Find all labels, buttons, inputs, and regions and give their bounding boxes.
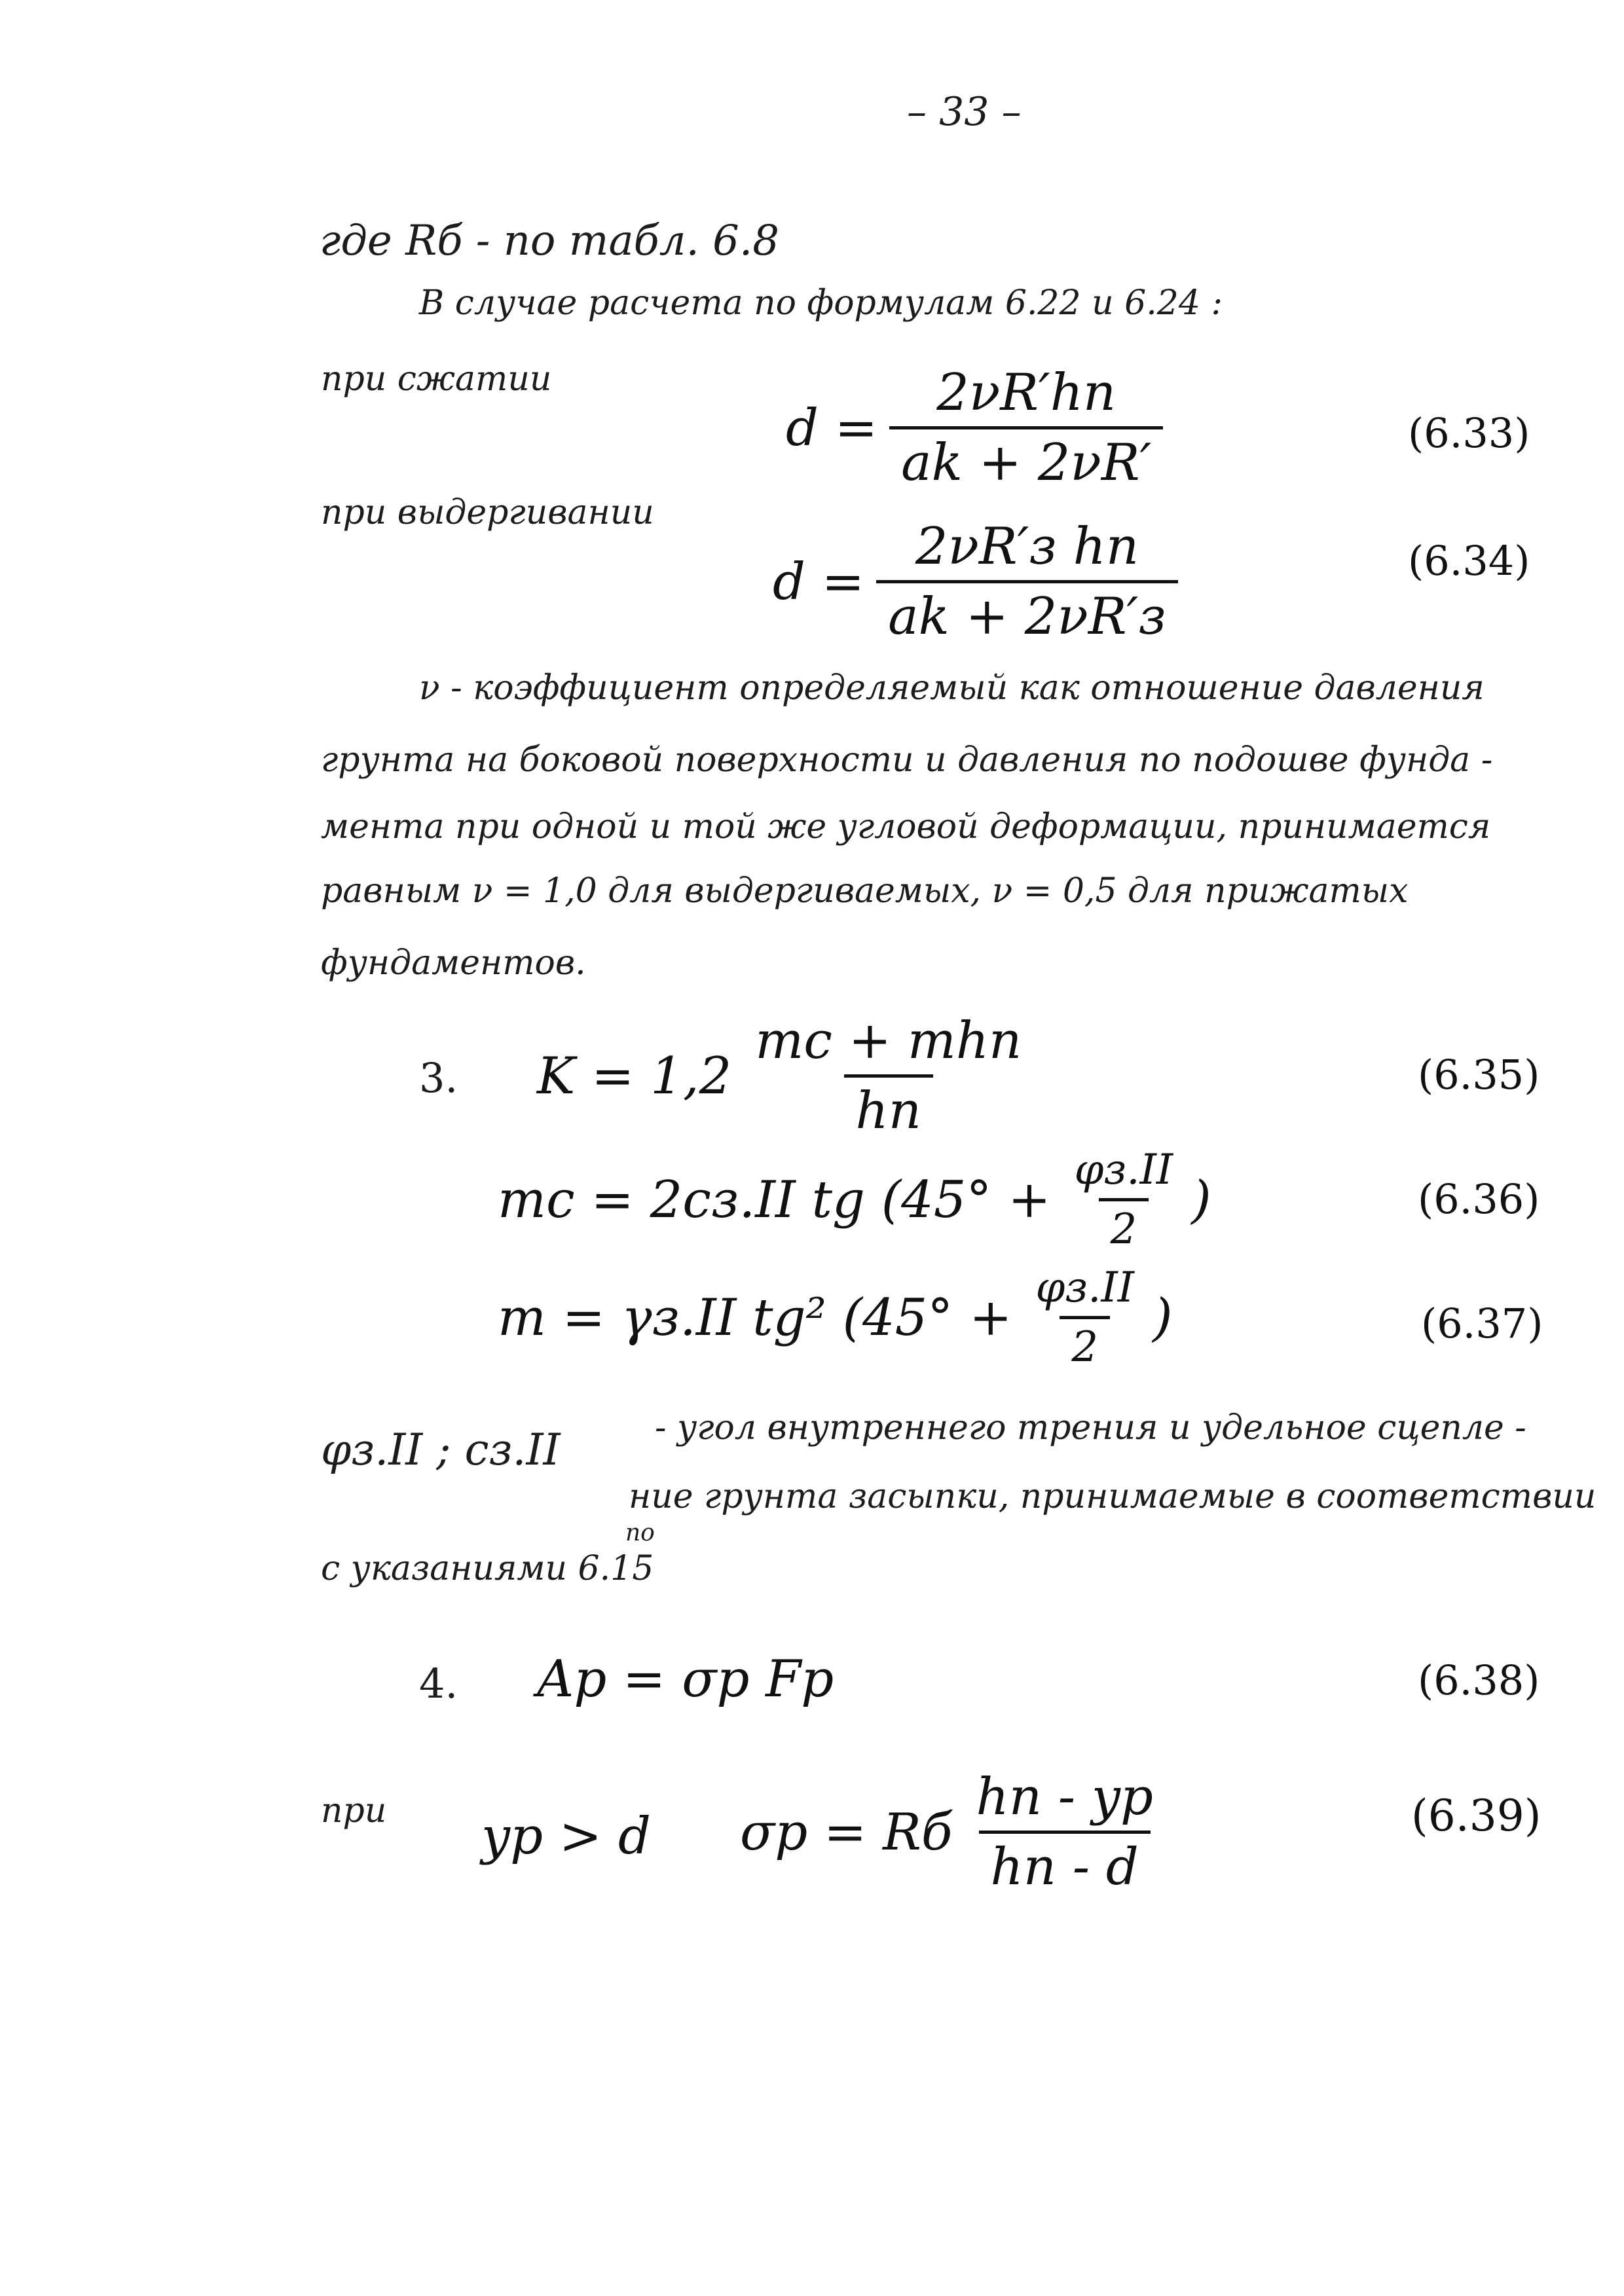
formula-6-33 bbox=[786, 363, 1163, 492]
page-number: – 33 – bbox=[907, 89, 1022, 135]
formula-6-39-lhs: σр = Rб bbox=[740, 1802, 953, 1862]
formula-6-34-lhs: d = bbox=[773, 552, 865, 611]
phi-text-line-3: с указаниями 6.15 bbox=[321, 1549, 654, 1588]
item-3-label: 3. bbox=[419, 1054, 458, 1102]
formula-6-34-fraction bbox=[876, 517, 1178, 646]
equation-number-6-37: (6.37) bbox=[1421, 1300, 1543, 1347]
formula-6-35-lhs: K = 1,2 bbox=[537, 1046, 732, 1106]
equation-number-6-34: (6.34) bbox=[1408, 537, 1530, 585]
equation-number-6-39: (6.39) bbox=[1411, 1791, 1541, 1841]
formula-6-33-lhs: d = bbox=[786, 398, 878, 458]
nu-text-line-1: ν - коэффициент определяемый как отношение давления bbox=[419, 668, 1485, 708]
formula-6-36-close: ) bbox=[1191, 1170, 1211, 1230]
phi-text-line-1: - угол внутреннего трения и удельное сцепле - bbox=[655, 1408, 1526, 1448]
formula-6-36-frac-numerator: φз.II bbox=[1074, 1146, 1173, 1194]
nu-text-line-4: равным ν = 1,0 для выдергиваемых, ν = 0,5 для прижатых bbox=[321, 871, 1409, 911]
formula-6-34 bbox=[773, 517, 1178, 646]
formula-6-35-fraction bbox=[743, 1011, 1033, 1140]
formula-6-37 bbox=[498, 1264, 1173, 1372]
formula-6-36-text: mс = 2cз.II tg (45° + bbox=[498, 1170, 1051, 1230]
formula-6-39 bbox=[740, 1768, 1165, 1897]
formula-6-37-frac-numerator: φз.II bbox=[1035, 1264, 1135, 1312]
phi-text-line-2: ние грунта засыпки, принимаемые в соответствии bbox=[629, 1477, 1596, 1516]
nu-text-line-3: мента при одной и той же угловой деформации, принимается bbox=[321, 807, 1491, 847]
formula-6-33-fraction bbox=[889, 363, 1163, 492]
item-4-label: 4. bbox=[419, 1660, 458, 1707]
formula-6-37-fraction bbox=[1024, 1264, 1146, 1372]
formula-6-39-numerator: hп - yр bbox=[976, 1768, 1153, 1827]
formula-6-39-denominator: hп - d bbox=[979, 1831, 1151, 1897]
formula-6-35-denominator: hп bbox=[844, 1074, 933, 1140]
formula-6-33-numerator: 2νR′hп bbox=[936, 363, 1116, 422]
formula-6-39-condition bbox=[481, 1807, 651, 1866]
formula-6-37-frac-denominator: 2 bbox=[1060, 1316, 1110, 1372]
intro-line-1: где Rб - по табл. 6.8 bbox=[320, 217, 779, 265]
formula-6-34-denominator: ak + 2νR′з bbox=[876, 580, 1178, 646]
formula-6-39-condition-text: yр > d bbox=[481, 1807, 651, 1866]
formula-6-38-text: Aр = σр Fр bbox=[537, 1650, 834, 1709]
equation-number-6-38: (6.38) bbox=[1418, 1656, 1540, 1704]
equation-number-6-33: (6.33) bbox=[1408, 409, 1530, 457]
formula-6-34-numerator: 2νR′з hп bbox=[915, 517, 1139, 576]
intro-line-2: В случае расчета по формулам 6.22 и 6.24 : bbox=[419, 283, 1223, 323]
formula-6-38 bbox=[537, 1650, 834, 1709]
formula-6-35-numerator: mс + mhп bbox=[755, 1011, 1022, 1070]
formula-6-37-close: ) bbox=[1153, 1288, 1173, 1347]
formula-6-35 bbox=[537, 1011, 1033, 1140]
phi-text-po: по bbox=[625, 1520, 655, 1546]
nu-text-line-5: фундаментов. bbox=[321, 943, 586, 983]
eq39-label: при bbox=[321, 1791, 387, 1831]
formula-6-36-fraction bbox=[1063, 1146, 1185, 1254]
formula-6-39-fraction bbox=[964, 1768, 1164, 1897]
nu-text-line-2: грунта на боковой поверхности и давления по подошве фунда - bbox=[321, 740, 1493, 780]
phi-c-symbols: φз.II ; cз.II bbox=[321, 1425, 561, 1475]
pullout-label: при выдергивании bbox=[321, 493, 654, 532]
equation-number-6-36: (6.36) bbox=[1418, 1175, 1540, 1223]
formula-6-37-text: m = γз.II tg² (45° + bbox=[498, 1288, 1012, 1347]
equation-number-6-35: (6.35) bbox=[1418, 1051, 1540, 1099]
formula-6-36-frac-denominator: 2 bbox=[1099, 1198, 1149, 1254]
formula-6-33-denominator: ak + 2νR′ bbox=[889, 426, 1163, 492]
formula-6-36 bbox=[498, 1146, 1211, 1254]
compression-label: при сжатии bbox=[321, 359, 552, 399]
